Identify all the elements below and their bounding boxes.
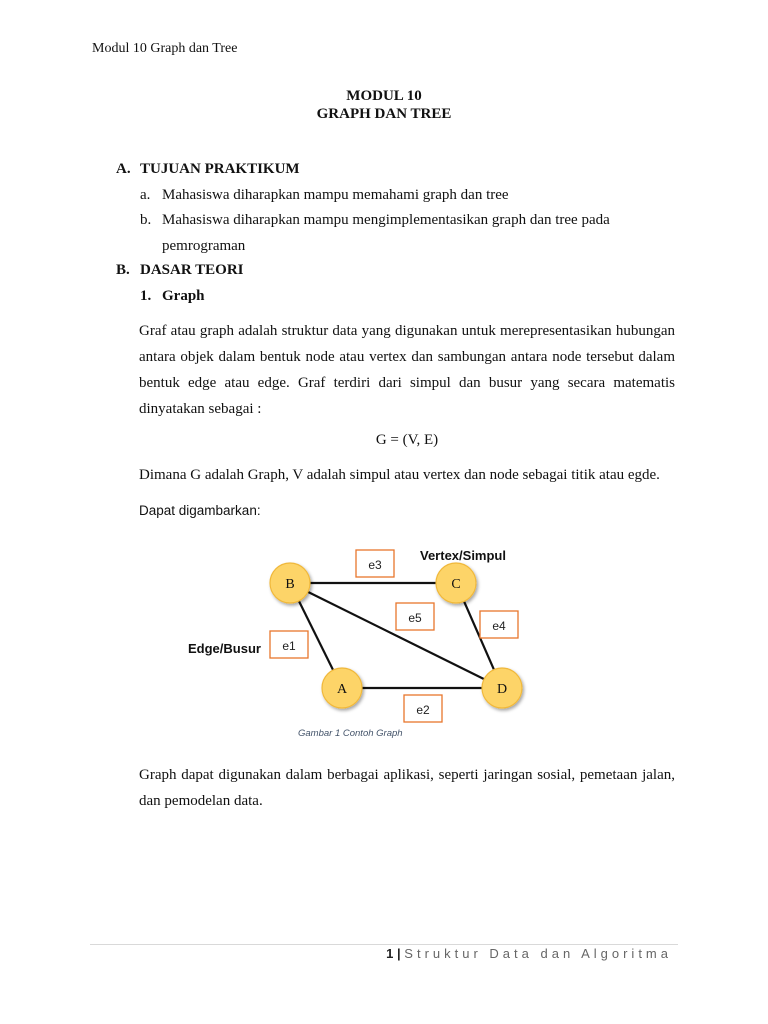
svg-text:e3: e3 [368,558,382,572]
formula-explanation: Dimana G adalah Graph, V adalah simpul atau vertex dan node sebagai titik atau egde. [139,467,660,483]
node-b [270,563,310,603]
section-a-title: TUJUAN PRAKTIKUM [140,161,300,177]
vertex-annotation: Vertex/Simpul [420,548,506,563]
edge-b-d [290,583,502,688]
svg-text:D: D [496,682,508,697]
edge-label-e2 [404,695,442,722]
graph-applications-paragraph: Graph dapat digunakan dalam berbagai aplikasi, seperti jaringan sosial, pemetaan jalan, dan pemodelan data. [139,767,675,809]
edge-annotation: Edge/Busur [188,641,261,656]
node-a [322,668,362,708]
edge-label-e1 [270,631,308,658]
node-d [482,668,522,708]
svg-text:B: B [285,577,295,592]
footer-divider [90,944,678,945]
figure-caption: Gambar 1 Contoh Graph [298,728,403,739]
svg-text:A: A [336,682,348,697]
edge-label-e3 [356,550,394,577]
subsection-number: 1. [140,288,152,304]
objective-item-a: Mahasiswa diharapkan mampu memahami graph dan tree [162,187,509,203]
module-title: GRAPH DAN TREE [316,106,452,122]
section-a-label: A. [116,161,131,177]
graph-definition-paragraph: Graf atau graph adalah struktur data yang digunakan untuk merepresentasikan hubungan antara objek dalam bentuk node atau vertex dan sambungan antara node tersebut dalam bentuk edge atau edge. Graf terdiri dari simpul dan busur yang secara matematis dinyatakan sebagai : [139,323,675,417]
page-number: 1 [386,946,394,961]
edge-label-e5 [396,603,434,630]
objective-item-b: Mahasiswa diharapkan mampu mengimplementasikan graph dan tree pada [162,212,610,228]
section-b-label: B. [116,262,130,278]
svg-text:e2: e2 [416,703,430,717]
graph-figure [180,540,540,745]
graph-formula: G = (V, E) [375,432,439,448]
section-b-title: DASAR TEORI [140,262,244,278]
footer-course-title: Struktur Data dan Algoritma [404,946,672,961]
list-marker-a: a. [140,187,151,203]
svg-text:e5: e5 [408,611,422,625]
list-marker-b: b. [140,212,152,228]
figure-intro: Dapat digambarkan: [139,503,261,518]
footer-separator: | [397,946,401,961]
subsection-title: Graph [162,288,205,304]
svg-text:e1: e1 [282,639,296,653]
running-header: Modul 10 Graph dan Tree [92,41,238,56]
svg-text:e4: e4 [492,619,506,633]
node-c [436,563,476,603]
edge-label-e4 [480,611,518,638]
page-footer [386,946,672,961]
svg-text:C: C [451,577,461,592]
objective-item-b-continued: pemrograman [162,238,246,254]
module-number: MODUL 10 [346,88,422,104]
